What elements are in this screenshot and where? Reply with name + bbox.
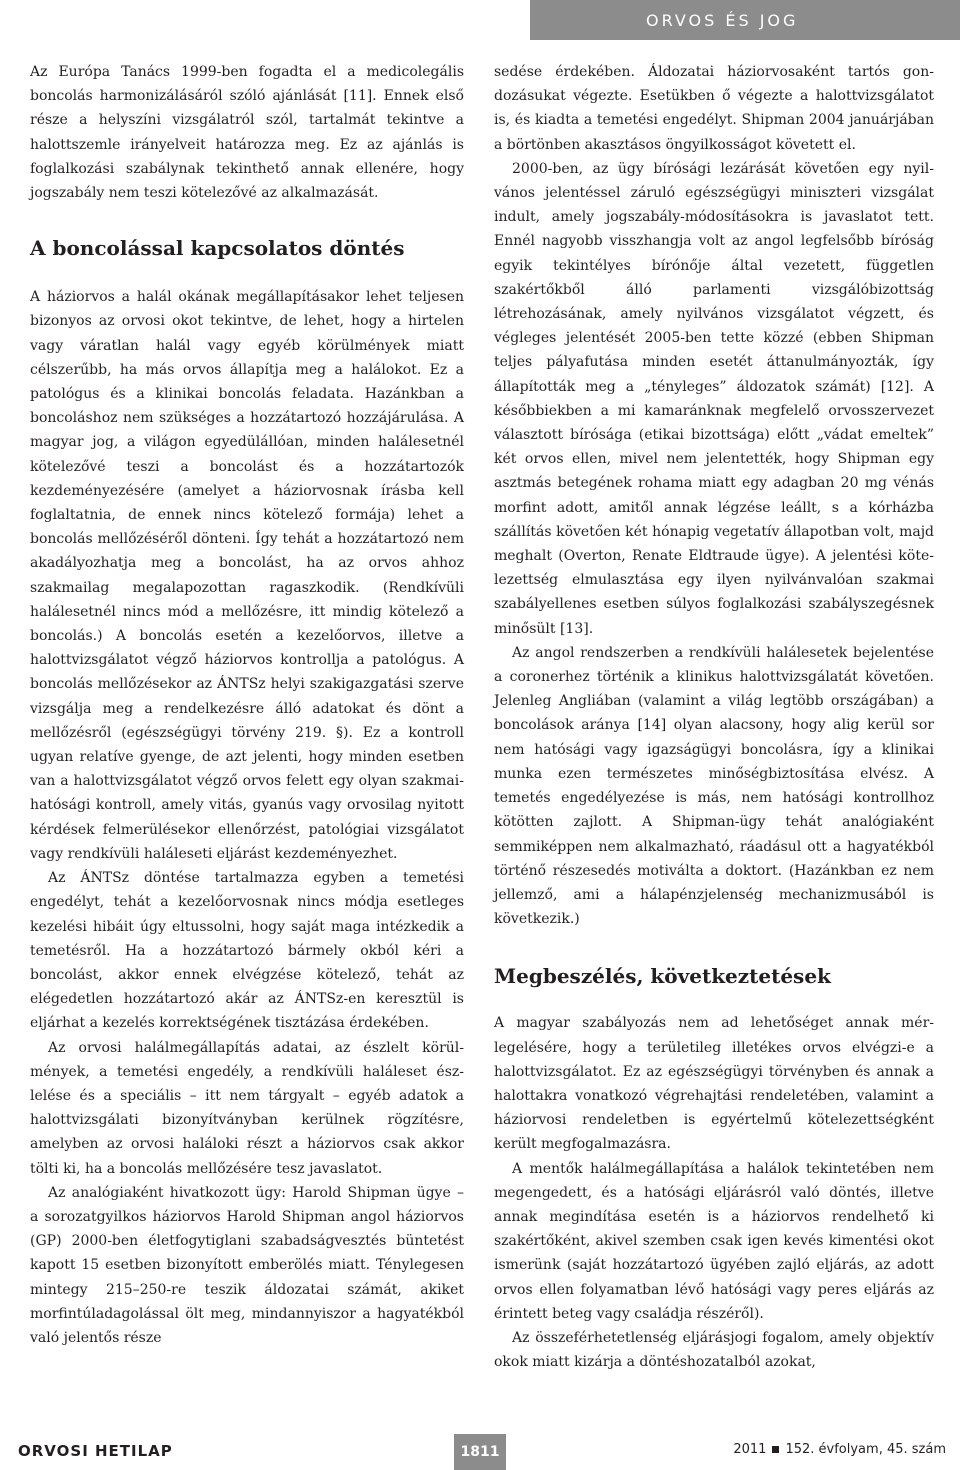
- page-number-text: 1811: [460, 1444, 500, 1460]
- body-paragraph: Az orvosi halálmegállapítás adatai, az észlelt körülmények, a temetési engedély, a rendkívüli haláleset észlelése és a speciális – itt nem tárgyalt – egyéb adatok a halottvizsgálati bizonyítványban kerülnek rögzítésre, amelyben az orvosi haláloki részt a háziorvos csak akkor tölti ki, ha a boncolás mellőzésére tesz javaslatot.: [30, 1039, 464, 1177]
- body-paragraph: A mentők halálmegállapítása a halálok tekintetében nem megengedett, és a hatósági eljárásról való döntés, illetve annak megindítása esetén is a háziorvos rendelhető ki szakértőként, akivel szemben csak igen kevés kimentési okot ismerünk (saját hozzátartozó ügyében zajló eljárás, az adott orvos ellen folyamatban lévő hatósági vagy peres eljárás az érintett beteg vagy családja részéről).: [494, 1160, 934, 1322]
- intro-paragraph: Az Európa Tanács 1999-ben fogadta el a medicolegális boncolás harmonizálásáról szóló ajánlását [11]. Ennek első része a helyszíni vizsgálatról szól, tartalmát tekintve a halottszemle irányelveit határozza meg. Ez az ajánlás is foglalkozási szabálynak tekinthető annak ellenére, hogy jogszabály nem teszi kötelezővé az alkalmazását.: [30, 64, 464, 202]
- right-column: [494, 60, 934, 1374]
- body-paragraph: A háziorvos a halál okának megállapításakor lehet teljesen bizonyos az orvosi okot tekintve, de lehet, hogy a hirtelen vagy váratlan halál vagy egyéb körülmények miatt célszerűbb, ha más orvos állapítja meg a halálokot. Ez a patológus és a klinikai boncolás feladata. Hazánkban a boncoláshoz nem szükséges a hozzátartozó hozzájárulása. A magyar jog, a világon egyedülállóan, minden halálesetnél kötelezővé teszi a boncolást és a hozzátartozók kezdeményezésére (amelyet a háziorvosnak írásba kell foglaltatnia, de ennek nincs kötelező formája) lehet a boncolás mellőzéséről dönteni. Így tehát a hozzátartozó nem akadályozhatja meg a boncolást, ha az orvos ahhoz szakmailag megalapozottan ragaszkodik. (Rendkívüli halálesetnél nincs mód a mellőzésre, itt mindig kötelező a boncolás.) A boncolás esetén a kezelőorvos, illetve a halottvizsgálatot végző háziorvos kontrollja a patológus. A boncolás mellőzésekor az ÁNTSz helyi szakigazgatási szerve vizsgálja meg a rendelkezésre álló adatokat és dönt a mellőzésről (egészségügyi törvény 219. §). Ez a kontroll ugyan relatíve gyenge, de azt jelenti, hogy minden esetben van a halottvizsgálatot végző orvos felett egy olyan szakmai-hatósági kontroll, amely vitás, gyanús vagy orvosilag nyitott kérdések felmerülésekor ellenőrzést, patológiai vizsgálatot vagy rendkívüli haláleseti eljárást kezdeményezhet.: [30, 289, 464, 862]
- issue-info: [733, 1442, 946, 1457]
- body-paragraph: Az angol rendszerben a rendkívüli halálesetek bejelentése a coronerhez történik a klinikus halottvizsgálatát követően. Jelenleg Angliában (valamint a világ legtöbb országában) a boncolások aránya [14] olyan alacsony, hogy alig kerül sor nem hatósági vagy igazságügyi boncolásra, így a klinikai munka ezen természetes minőségbiztosítása elvész. A temetés engedélyezése is más, nem hatósági kontrollhoz kötötten zajlott. A Shipman-ügy tehát analógiaként semmiképpen nem alkalmazható, ráadásul ott a hagyatékból történő részesedés motiválta a doktort. (Hazánkban ez nem jellemző, ami a hálapénzjelenség mechanizmusából is következik.): [494, 644, 934, 928]
- body-paragraph: Az ÁNTSz döntése tartalmazza egyben a temetési engedélyt, tehát a kezelőorvosnak nincs módja esetleges kezelési hibáit úgy eltussolni, hogy saját maga intézkedik a temetésről. Ha a hozzátartozó bármely okból kéri a boncolást, akkor ennek elvégzése kötelező, tehát az elégedetlen hozzátartozó akár az ÁNTSz-en keresztül is eljárhat a kezelés korrektségének tisztázása érdekében.: [30, 870, 464, 1032]
- section-header-bar: [530, 0, 960, 40]
- issue-year: 2011: [733, 1442, 767, 1457]
- section-title: ORVOS ÉS JOG: [646, 10, 799, 30]
- page-number: [454, 1434, 506, 1470]
- issue-volume: 152. évfolyam, 45. szám: [785, 1442, 946, 1457]
- journal-name: ORVOSI HETILAP: [18, 1442, 173, 1460]
- body-paragraph: A magyar szabályozás nem ad lehetőséget annak mérlegelésére, hogy a területileg illetékes orvos elvégzi-e a halottvizsgálatot. Ez az egészségügyi törvényben és annak a halottakra vonatkozó végrehajtási rendeletében, valamint a háziorvosi rendeletben is egyértelmű kötelezettségként került megfogalmazásra.: [494, 1015, 934, 1153]
- section-heading-discussion: Megbeszélés, következtetések: [494, 964, 831, 989]
- body-paragraph: sedése érdekében. Áldozatai háziorvosaként tartós gondozásukat végezte. Esetükben ő végezte a halottvizsgálatot is, és kiadta a temetési engedélyt. Shipman 2004 januárjában a börtönben akasztásos öngyilkosságot követett el.: [494, 64, 934, 153]
- section-heading-autopsy-decision: A boncolással kapcsolatos döntés: [30, 236, 405, 261]
- left-column: [30, 60, 464, 1350]
- body-paragraph: Az analógiaként hivatkozott ügy: Harold Shipman ügye – a sorozatgyilkos háziorvos Harold Shipman angol háziorvos (GP) 2000-ben életfogytiglani szabadságvesztés büntetést kapott 15 esetben bizonyított emberölés miatt. Ténylegesen mintegy 215–250-re teszik áldozatai számát, akiket morfintúladagolással ölt meg, mindannyiszor a hagyatékból való jelentős része: [30, 1184, 464, 1346]
- body-paragraph: 2000-ben, az ügy bírósági lezárását követően egy nyilvános jelentéssel záruló egészségügyi miniszteri vizsgálat indult, amely jogszabály-módosításokra is javaslatot tett. Ennél nagyobb visszhangja volt az angol legfelsőbb bíróság egyik tekintélyes bírónője által vezetett, független szakértőkből álló parlamenti vizsgálóbizottság létrehozásának, amely nyilvános vizsgálatot végzett, és végleges jelentését 2005-ben tette közzé (ebben Shipman teljes pályafutása minden esetét áttanulmányozták, így állapították meg a „tényleges” áldozatok számát) [12]. A későbbiekben a mi kamaránknak megfelelő orvosszervezet választott bírósága (etikai bizottsága) előtt „vádat emeltek” két orvos ellen, mivel nem jelentették, hogy Shipman egy asztmás betegének rohama miatt egy adagban 20 mg vénás morfint adott, amitől annak légzése leállt, s a kórházba szállítás követően két hónapig vegetatív állapotban volt, majd meghalt (Overton, Renate Eldtraude ügye). A jelentési kötelezettség elmulasztása egy ilyen nyilvánvalóan szakmai szabályellenes esetben súlyos foglalkozási szabályszegésnek minősült [13].: [494, 160, 934, 637]
- body-paragraph: Az összeférhetetlenség eljárásjogi fogalom, amely objektív okok miatt kizárja a döntéshozatalból azokat,: [494, 1329, 934, 1371]
- square-bullet-icon: [772, 1446, 779, 1453]
